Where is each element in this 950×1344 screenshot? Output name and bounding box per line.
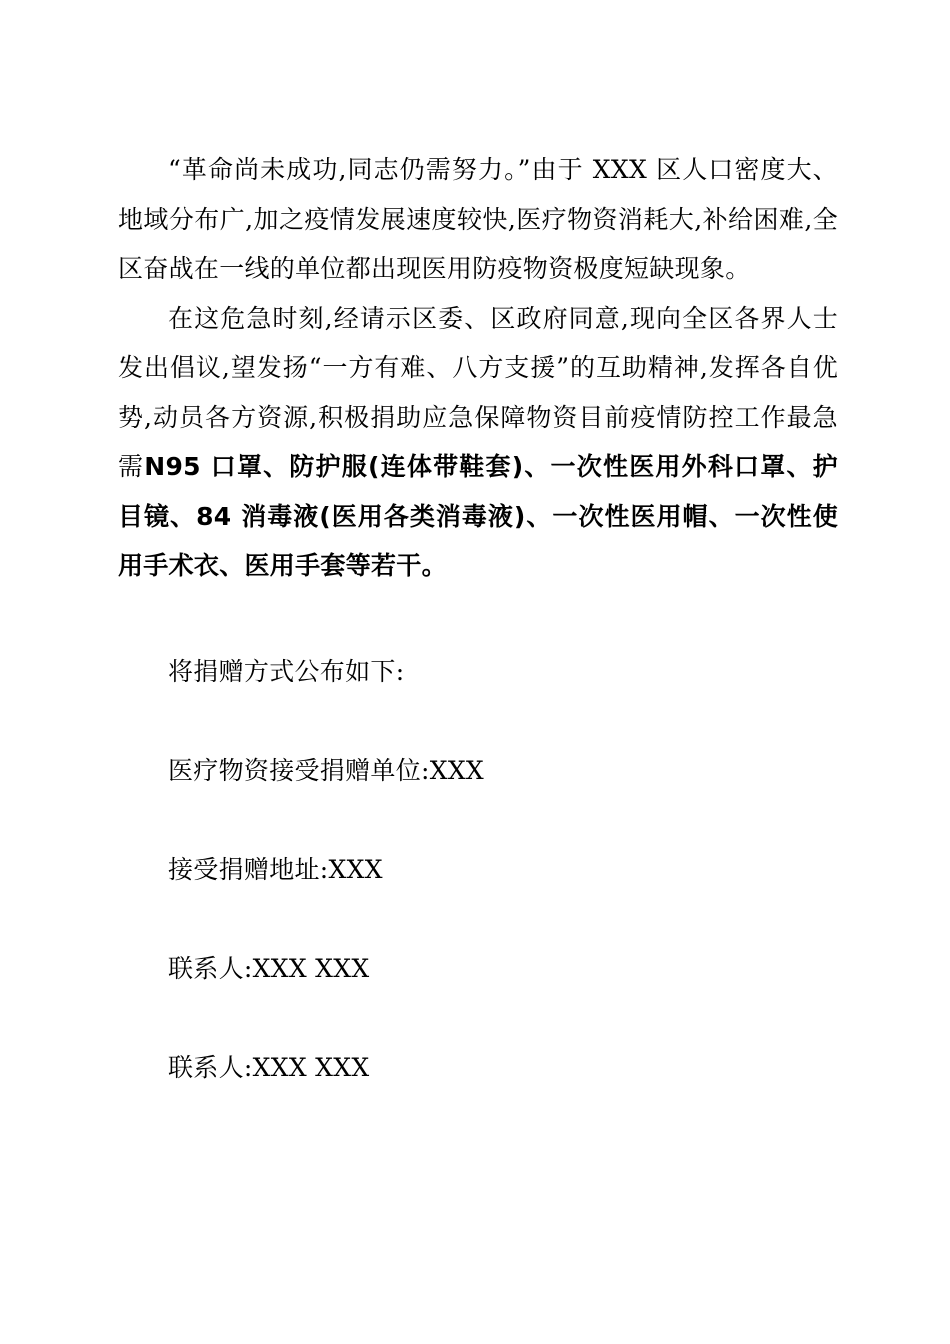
receiving-address: 接受捐赠地址:XXX <box>168 854 383 884</box>
contact-person-1: 联系人:XXX XXX <box>168 953 370 983</box>
document-body <box>118 145 838 1086</box>
receiving-unit: 医疗物资接受捐赠单位:XXX <box>168 755 485 785</box>
donation-method-intro: 将捐赠方式公布如下: <box>168 656 405 686</box>
urgent-supplies-list: N95 口罩、防护服(连体带鞋套)、一次性医用外科口罩、护目镜、84 消毒液(医用各类消毒液)、一次性医用帽、一次性使用手术衣、医用手套等若干。 <box>118 452 838 580</box>
paragraph-shortage: “革命尚未成功,同志仍需努力。”由于 XXX 区人口密度大、地域分布广,加之疫情发展速度较快,医疗物资消耗大,补给困难,全区奋战在一线的单位都出现医用防疫物资极度短缺现象。 <box>118 155 838 283</box>
contact-person-2: 联系人:XXX XXX <box>168 1052 370 1082</box>
appeal-text: 在这危急时刻,经请示区委、区政府同意,现向全区各界人士发出倡议,望发扬“一方有难、八方支援”的互助精神,发挥各自优势,动员各方资源,积极捐助应急保障物资目前疫情防控工作最急需 <box>118 303 838 481</box>
paragraph-appeal <box>118 294 838 591</box>
